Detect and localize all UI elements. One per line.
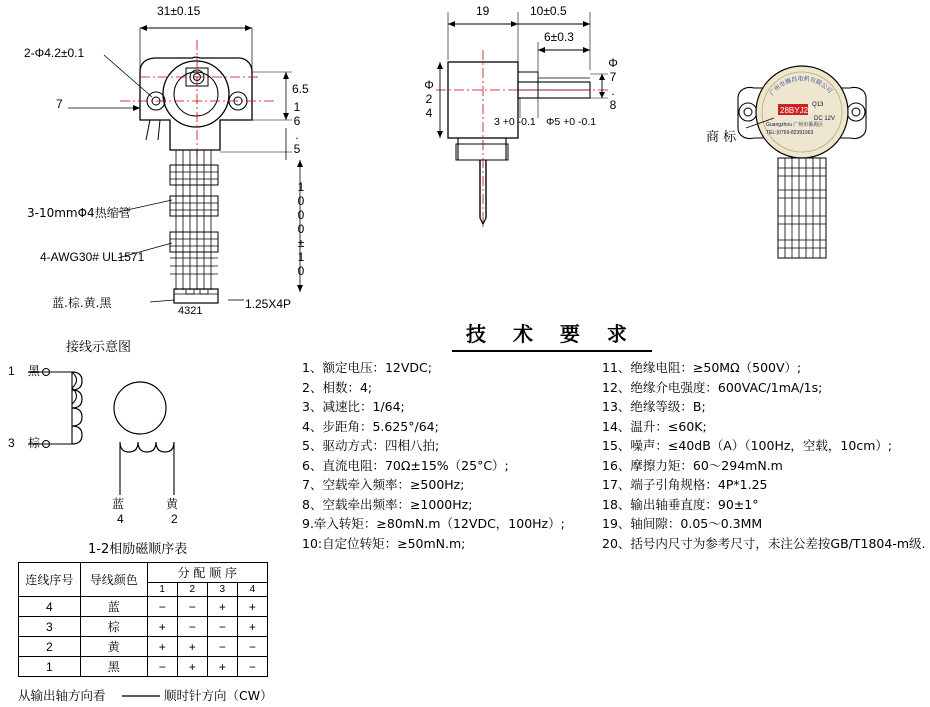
spec-left-item-8: 8、空载牵出频率：≥1000Hz; bbox=[302, 496, 473, 512]
seq-row1-s4: + bbox=[237, 617, 267, 637]
seq-row0-s3: + bbox=[207, 597, 237, 617]
sequence-footer-right: 顺时针方向（CW） bbox=[164, 688, 273, 703]
spec-right-item-12: 12、绝缘介电强度：600VAC/1mA/1s; bbox=[602, 379, 823, 395]
seq-header-color: 导线颜色 bbox=[80, 563, 147, 597]
svg-text:广州市德昌电机有限公司: 广州市德昌电机有限公司 bbox=[769, 76, 833, 98]
seq-row3-s1: − bbox=[147, 657, 177, 677]
spec-right-item-15: 15、噪声：≤40dB（A）（100Hz，空载，10cm）; bbox=[602, 438, 893, 453]
dim-top-width: 31±0.15 bbox=[157, 4, 201, 18]
dim-diameter: Φ24 bbox=[422, 78, 436, 120]
left-view bbox=[0, 0, 330, 320]
spec-left-item-7: 7、空载牵入频率：≥500Hz; bbox=[302, 477, 465, 492]
dim-right-h2: 16.5 bbox=[290, 100, 304, 156]
seq-step-2: 2 bbox=[177, 583, 207, 597]
dim-right-h1: 6.5 bbox=[292, 82, 309, 96]
dim-tol-b: Φ5 +0 -0.1 bbox=[546, 116, 597, 128]
seq-header-no: 连线序号 bbox=[19, 563, 81, 597]
seq-row2-s3: − bbox=[207, 637, 237, 657]
spec-title-underline bbox=[452, 350, 652, 352]
spec-right-item-11: 11、绝缘电阻：≥50MΩ（500V）; bbox=[602, 360, 802, 375]
note-connector: 1.25X4P bbox=[245, 297, 292, 311]
wiring-yellow-label: 黄 bbox=[166, 497, 179, 511]
spec-right-col bbox=[602, 358, 926, 553]
svg-text:Q13: Q13 bbox=[812, 102, 824, 108]
seq-row3-color: 黑 bbox=[80, 657, 147, 677]
seq-row3-no: 1 bbox=[19, 657, 81, 677]
table-row bbox=[19, 597, 268, 617]
table-row bbox=[19, 617, 268, 637]
dim-shaft-dia: Φ7.8 bbox=[606, 56, 620, 112]
svg-text:DC 12V: DC 12V bbox=[814, 116, 836, 122]
spec-left-col bbox=[302, 358, 565, 553]
table-row bbox=[19, 637, 268, 657]
seq-row1-no: 3 bbox=[19, 617, 81, 637]
seq-row1-s1: + bbox=[147, 617, 177, 637]
seq-header-group: 分 配 顺 序 bbox=[147, 563, 267, 583]
right-view bbox=[700, 40, 920, 270]
seq-row0-s2: − bbox=[177, 597, 207, 617]
seq-row3-s3: + bbox=[207, 657, 237, 677]
spec-right-item-13: 13、绝缘等级：B; bbox=[602, 399, 706, 414]
spec-right-item-20: 20、括号内尺寸为参考尺寸，未注公差按GB/T1804-m级. bbox=[602, 535, 926, 551]
seq-row1-color: 棕 bbox=[80, 617, 147, 637]
spec-title: 技 术 要 求 bbox=[466, 322, 637, 346]
spec-left-item-10: 10:自定位转矩：≥50mN.m; bbox=[302, 535, 466, 551]
seq-step-4: 4 bbox=[237, 583, 267, 597]
middle-view bbox=[420, 0, 680, 240]
spec-left-item-6: 6、直流电阻：70Ω±15%（25°C）; bbox=[302, 457, 509, 473]
seq-row3-s2: + bbox=[177, 657, 207, 677]
seq-row2-s1: + bbox=[147, 637, 177, 657]
wiring-pin3-color: 棕 bbox=[28, 436, 41, 450]
svg-text:28BYJ28: 28BYJ28 bbox=[780, 106, 813, 115]
note-colors: 蓝.棕.黄.黑 bbox=[52, 296, 112, 310]
note-pin-order: 4321 bbox=[178, 305, 203, 317]
wiring-caption: 接线示意图 bbox=[66, 340, 132, 355]
spec-right-item-18: 18、输出轴垂直度：90±1° bbox=[602, 496, 759, 512]
sequence-table bbox=[18, 562, 268, 677]
wiring-blue-num: 4 bbox=[117, 512, 124, 526]
trademark-label: 商 标 bbox=[706, 130, 737, 145]
spec-right-item-17: 17、端子引角规格：4P*1.25 bbox=[602, 477, 768, 492]
seq-row1-s2: − bbox=[177, 617, 207, 637]
spec-right-item-16: 16、摩擦力矩：60～294mN.m bbox=[602, 457, 783, 473]
wiring-yellow-num: 2 bbox=[171, 512, 178, 526]
seq-row0-color: 蓝 bbox=[80, 597, 147, 617]
dim-hole-note: 2-Φ4.2±0.1 bbox=[24, 46, 85, 60]
wiring-diagram bbox=[0, 330, 240, 545]
table-row bbox=[19, 657, 268, 677]
dim-shaft-len: 10±0.5 bbox=[530, 4, 567, 18]
wiring-pin1: 1 bbox=[8, 364, 15, 378]
seq-row0-s4: + bbox=[237, 597, 267, 617]
dim-tol-a: 3 +0 -0.1 bbox=[494, 116, 536, 128]
seq-row2-color: 黄 bbox=[80, 637, 147, 657]
spec-left-item-5: 5、驱动方式：四相八拍; bbox=[302, 438, 440, 453]
wiring-pin1-color: 黑 bbox=[28, 364, 41, 378]
spec-left-item-3: 3、减速比：1/64; bbox=[302, 399, 405, 414]
seq-step-3: 3 bbox=[207, 583, 237, 597]
dim-wire-length: 1000±10 bbox=[294, 180, 308, 278]
seq-row0-s1: − bbox=[147, 597, 177, 617]
wiring-pin3: 3 bbox=[8, 436, 15, 450]
dim-flat-len: 6±0.3 bbox=[544, 30, 574, 44]
spec-left-item-2: 2、相数：4; bbox=[302, 379, 373, 395]
note-wire: 4-AWG30# UL1571 bbox=[40, 250, 145, 264]
seq-row2-s4: − bbox=[237, 637, 267, 657]
spec-section bbox=[296, 312, 930, 592]
dim-left-edge: 7 bbox=[56, 97, 63, 111]
spec-left-item-9: 9.牵入转矩：≥80mN.m（12VDC，100Hz）; bbox=[302, 516, 565, 531]
seq-row3-s4: − bbox=[237, 657, 267, 677]
spec-left-item-1: 1、额定电压：12VDC; bbox=[302, 360, 432, 375]
svg-text:TEL:(0769-82391963: TEL:(0769-82391963 bbox=[766, 130, 814, 136]
sequence-caption: 1-2相励磁顺序表 bbox=[88, 542, 188, 557]
note-shrink-tube: 3-10mmΦ4热缩管 bbox=[27, 206, 131, 220]
spec-right-item-14: 14、温升：≤60K; bbox=[602, 418, 707, 434]
dim-body-len: 19 bbox=[476, 4, 490, 18]
seq-row2-no: 2 bbox=[19, 637, 81, 657]
seq-row1-s3: − bbox=[207, 617, 237, 637]
wiring-blue-label: 蓝 bbox=[112, 497, 125, 511]
seq-row0-no: 4 bbox=[19, 597, 81, 617]
spec-right-item-19: 19、轴间隙：0.05～0.3MM bbox=[602, 516, 763, 531]
seq-row2-s2: + bbox=[177, 637, 207, 657]
seq-step-1: 1 bbox=[147, 583, 177, 597]
spec-left-item-4: 4、步距角：5.625°/64; bbox=[302, 418, 439, 434]
sequence-footer-left: 从输出轴方向看 bbox=[18, 688, 106, 703]
svg-text:Guangzhou 广州市番禺区: Guangzhou 广州市番禺区 bbox=[766, 122, 824, 128]
